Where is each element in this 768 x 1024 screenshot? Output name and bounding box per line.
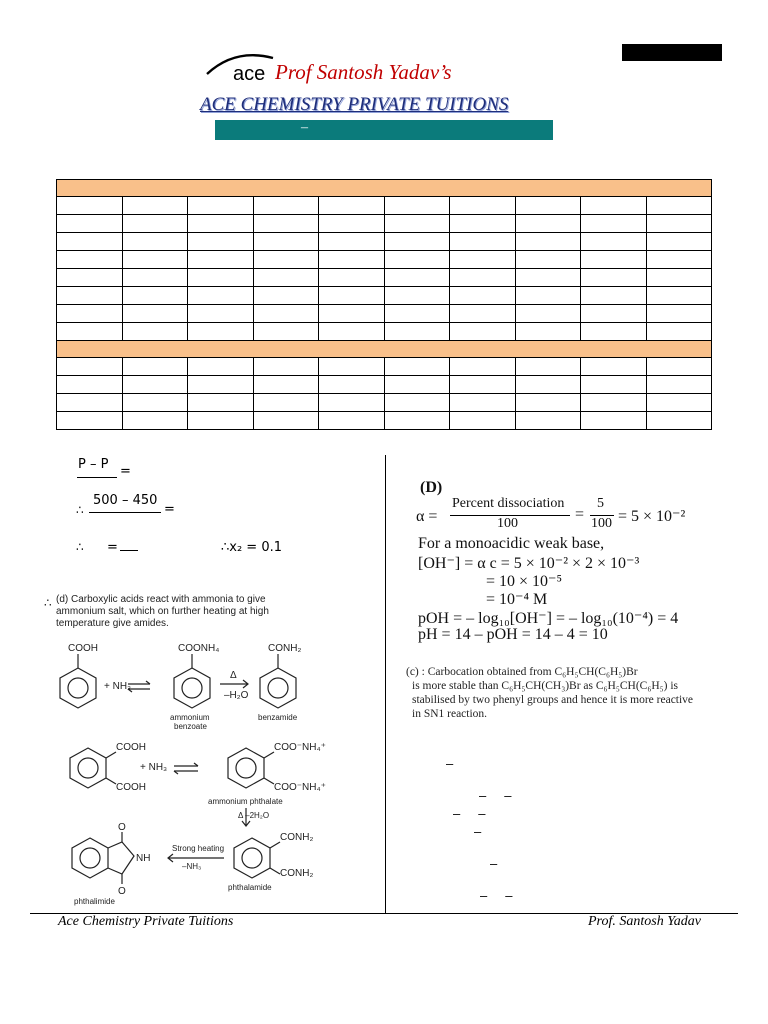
- table-cell: [581, 251, 647, 269]
- table-cell: [450, 305, 516, 323]
- table-cell: [319, 358, 385, 376]
- table-row: [57, 269, 712, 287]
- table-cell: [57, 251, 123, 269]
- table-cell: [57, 305, 123, 323]
- eq1-numerator: P – P: [78, 457, 109, 472]
- poh-line: pOH = – log₁₀[OH⁻] = – log₁₀(10⁻⁴) = 4: [418, 610, 679, 627]
- label-coonh4-b: COO⁻NH₄⁺: [274, 782, 326, 793]
- label-phthalamide: phthalamide: [228, 883, 272, 892]
- amide-intro-2: ammonium salt, which on further heating at high: [56, 606, 269, 617]
- table-cell: [450, 394, 516, 412]
- table-row: [57, 323, 712, 341]
- table-cell: [188, 376, 254, 394]
- teal-title-bar: [215, 120, 553, 140]
- table-cell: [319, 376, 385, 394]
- label-nh: NH: [136, 853, 151, 864]
- benzene-ring-1-circle: [68, 678, 88, 698]
- table-cell: [122, 394, 188, 412]
- table-cell: [57, 215, 123, 233]
- table-row: [57, 358, 712, 376]
- table-cell: [122, 323, 188, 341]
- dash-3: – –: [453, 806, 486, 821]
- table-cell: [253, 323, 319, 341]
- label-coonh4-a: COO⁻NH₄⁺: [274, 742, 326, 753]
- table-cell: [188, 251, 254, 269]
- table-cell: [581, 287, 647, 305]
- eq3-result: ∴x₂ = 0.1: [221, 540, 283, 555]
- table-cell: [515, 358, 581, 376]
- table-cell: [188, 394, 254, 412]
- eq1-rhs: =: [120, 464, 131, 479]
- table-cell: [515, 251, 581, 269]
- table-cell: [253, 305, 319, 323]
- table-cell: [122, 269, 188, 287]
- table-cell: [253, 376, 319, 394]
- table-cell: [646, 358, 712, 376]
- label-strong-heating: Strong heating: [172, 844, 225, 853]
- amide-intro-1: (d) Carboxylic acids react with ammonia to give: [56, 594, 266, 605]
- table-cell: [384, 394, 450, 412]
- percent-dissociation: Percent dissociation: [452, 496, 565, 511]
- label-minus-2h2o: Δ –2H₂O: [238, 811, 270, 820]
- table-row: [57, 394, 712, 412]
- table-cell: [450, 233, 516, 251]
- table-cell: [188, 305, 254, 323]
- table-cell: [450, 215, 516, 233]
- dash-6: – –: [480, 888, 513, 903]
- label-coonh4: COONH₄: [178, 643, 220, 654]
- table-cell: [122, 215, 188, 233]
- table-cell: [646, 412, 712, 430]
- table-cell: [384, 251, 450, 269]
- table-row: [57, 412, 712, 430]
- label-cooh: COOH: [68, 643, 98, 654]
- table-cell: [515, 215, 581, 233]
- table-cell: [646, 215, 712, 233]
- table-cell: [122, 412, 188, 430]
- alpha-result: = 5 × 10⁻²: [618, 508, 686, 525]
- label-delta: Δ: [230, 670, 237, 681]
- oh-line-1: [OH⁻] = α c = 5 × 10⁻² × 2 × 10⁻³: [418, 555, 640, 572]
- footer-institute: Ace Chemistry Private Tuitions: [58, 914, 234, 929]
- table-cell: [57, 287, 123, 305]
- table-cell: [646, 251, 712, 269]
- label-o-top: O: [118, 822, 126, 833]
- table-row: [57, 376, 712, 394]
- table-cell: [122, 358, 188, 376]
- label-conh2-b: CONH₂: [280, 868, 314, 879]
- carbocation-line-3: stabilised by two phenyl groups and hence it is more reactive: [412, 694, 694, 706]
- label-conh2-a: CONH₂: [280, 832, 314, 843]
- table-cell: [253, 215, 319, 233]
- table-cell: [515, 412, 581, 430]
- table-cell: [450, 376, 516, 394]
- table-cell: [450, 269, 516, 287]
- label-cooh-b: COOH: [116, 782, 146, 793]
- table-cell: [188, 233, 254, 251]
- benzene-ring-4: [70, 748, 106, 788]
- table-cell: [57, 376, 123, 394]
- table-cell: [319, 412, 385, 430]
- label-conh2: CONH₂: [268, 643, 302, 654]
- table-cell: [646, 197, 712, 215]
- eq3-therefore: ∴: [76, 540, 84, 554]
- table-cell: [581, 323, 647, 341]
- table-cell: [319, 197, 385, 215]
- table-cell: [384, 215, 450, 233]
- benzene-ring-2: [174, 668, 210, 708]
- table-cell: [646, 376, 712, 394]
- benzene-ring-6: [234, 838, 270, 878]
- five-denominator: 100: [591, 516, 612, 531]
- table-cell: [319, 269, 385, 287]
- column-divider: [385, 455, 386, 913]
- table-cell: [253, 358, 319, 376]
- carbocation-line-1: (c) : Carbocation obtained from C₆H₅CH(C₆H₅)Br: [406, 666, 638, 678]
- table-cell: [57, 233, 123, 251]
- table-cell: [384, 287, 450, 305]
- table-cell: [57, 269, 123, 287]
- institute-title: ACE CHEMISTRY PRIVATE TUITIONS: [200, 94, 509, 115]
- table-cell: [515, 233, 581, 251]
- carbocation-line-2: is more stable than C₆H₅CH(CH₃)Br as C₆H₅CH(C₆H₅) is: [412, 680, 679, 692]
- amide-intro-3: temperature give amides.: [56, 618, 169, 629]
- monoacidic-line: For a monoacidic weak base,: [418, 535, 605, 552]
- alpha-eq: α =: [416, 508, 438, 525]
- pd-equals: =: [575, 506, 585, 523]
- label-ammonium-phthalate: ammonium phthalate: [208, 797, 283, 806]
- label-benzamide: benzamide: [258, 713, 298, 722]
- dash-1: –: [446, 756, 454, 771]
- table-row: [57, 251, 712, 269]
- table-cell: [384, 197, 450, 215]
- eq2-numerator: 500 – 450: [93, 493, 158, 508]
- amide-marker: ∴: [44, 596, 52, 610]
- eq3-blank: [120, 550, 138, 551]
- table-cell: [581, 376, 647, 394]
- table-cell: [581, 394, 647, 412]
- table-cell: [253, 197, 319, 215]
- table-cell: [581, 269, 647, 287]
- table-cell: [57, 358, 123, 376]
- table-cell: [122, 251, 188, 269]
- label-cooh-a: COOH: [116, 742, 146, 753]
- table-cell: [57, 197, 123, 215]
- table-row: [57, 287, 712, 305]
- table-row: [57, 305, 712, 323]
- table-cell: [384, 376, 450, 394]
- table-row: [57, 215, 712, 233]
- table-cell: [646, 394, 712, 412]
- table-cell: [384, 305, 450, 323]
- table-cell: [384, 323, 450, 341]
- table-cell: [450, 287, 516, 305]
- table-cell: [515, 394, 581, 412]
- eq2-fraction-line: [89, 512, 161, 513]
- pd-denominator: 100: [497, 516, 518, 531]
- table-cell: [515, 269, 581, 287]
- eq3-equals: =: [107, 540, 118, 555]
- table-cell: [515, 323, 581, 341]
- table-cell: [188, 412, 254, 430]
- table-cell: [253, 233, 319, 251]
- table-cell: [253, 394, 319, 412]
- prof-title: Prof Santosh Yadav’s: [275, 60, 452, 84]
- table-cell: [450, 412, 516, 430]
- table-cell: [319, 394, 385, 412]
- teal-bar-text: –: [301, 120, 308, 135]
- table-cell: [57, 412, 123, 430]
- label-minus-nh3: –NH₃: [182, 862, 202, 871]
- table-cell: [253, 269, 319, 287]
- table-cell: [450, 323, 516, 341]
- table-cell: [581, 358, 647, 376]
- table-cell: [384, 358, 450, 376]
- oh-line-2: = 10 × 10⁻⁵: [486, 573, 563, 590]
- table-cell: [57, 180, 712, 197]
- table-cell: [188, 269, 254, 287]
- benzene-ring-7: [72, 838, 108, 878]
- table-cell: [319, 215, 385, 233]
- label-minus-h2o: –H₂O: [224, 690, 249, 701]
- benzene-ring-5: [228, 748, 264, 788]
- benzene-ring-1: [60, 668, 96, 708]
- table-cell: [384, 233, 450, 251]
- table-row: [57, 197, 712, 215]
- ace-logo: [205, 52, 275, 84]
- table-cell: [122, 287, 188, 305]
- table-cell: [581, 233, 647, 251]
- table-cell: [646, 287, 712, 305]
- answer-key-table: [56, 179, 712, 430]
- table-cell: [581, 197, 647, 215]
- table-cell: [450, 197, 516, 215]
- table-cell: [188, 287, 254, 305]
- table-cell: [122, 376, 188, 394]
- table-cell: [319, 305, 385, 323]
- table-cell: [515, 287, 581, 305]
- footer-author: Prof. Santosh Yadav: [588, 914, 701, 929]
- table-cell: [188, 358, 254, 376]
- table-cell: [646, 233, 712, 251]
- table-cell: [122, 233, 188, 251]
- table-cell: [384, 412, 450, 430]
- oh-line-3: = 10⁻⁴ M: [486, 591, 548, 608]
- table-cell: [450, 251, 516, 269]
- amide-reaction-scheme: [40, 640, 340, 910]
- label-nh3-2: + NH₃: [140, 762, 168, 773]
- table-cell: [450, 358, 516, 376]
- table-cell: [57, 394, 123, 412]
- header-black-box: [622, 44, 722, 61]
- table-cell: [319, 323, 385, 341]
- table-cell: [319, 287, 385, 305]
- table-cell: [646, 269, 712, 287]
- table-cell: [122, 197, 188, 215]
- carbocation-line-4: in SN1 reaction.: [412, 708, 488, 720]
- table-cell: [581, 305, 647, 323]
- eq1-fraction-line: [77, 477, 117, 478]
- table-cell: [581, 412, 647, 430]
- label-o-bottom: O: [118, 886, 126, 897]
- label-phthalimide: phthalimide: [74, 897, 115, 906]
- table-cell: [319, 233, 385, 251]
- table-cell: [515, 305, 581, 323]
- table-cell: [515, 197, 581, 215]
- option-d: (D): [420, 479, 443, 496]
- table-cell: [384, 269, 450, 287]
- label-ammonium: ammonium: [170, 713, 210, 722]
- table-cell: [319, 251, 385, 269]
- dash-2: – –: [479, 788, 512, 803]
- logo-text: ace: [233, 63, 266, 84]
- table-cell: [515, 376, 581, 394]
- table-cell: [188, 215, 254, 233]
- table-cell: [646, 323, 712, 341]
- table-cell: [57, 323, 123, 341]
- table-cell: [253, 251, 319, 269]
- dash-5: –: [490, 856, 498, 871]
- table-cell: [188, 323, 254, 341]
- table-header-row: [57, 341, 712, 358]
- label-nh3: + NH₃: [104, 681, 132, 692]
- therefore-symbol: ∴: [76, 503, 84, 517]
- table-cell: [57, 341, 712, 358]
- five-numerator: 5: [597, 496, 604, 511]
- label-benzoate: benzoate: [174, 722, 207, 731]
- table-cell: [581, 215, 647, 233]
- eq2-rhs: =: [164, 502, 175, 517]
- table-cell: [253, 287, 319, 305]
- table-cell: [646, 305, 712, 323]
- ph-line: pH = 14 – pOH = 14 – 4 = 10: [418, 626, 608, 643]
- table-cell: [253, 412, 319, 430]
- table-row: [57, 233, 712, 251]
- table-cell: [122, 305, 188, 323]
- table-header-row: [57, 180, 712, 197]
- dash-4: –: [474, 824, 482, 839]
- benzene-ring-3: [260, 668, 296, 708]
- table-cell: [188, 197, 254, 215]
